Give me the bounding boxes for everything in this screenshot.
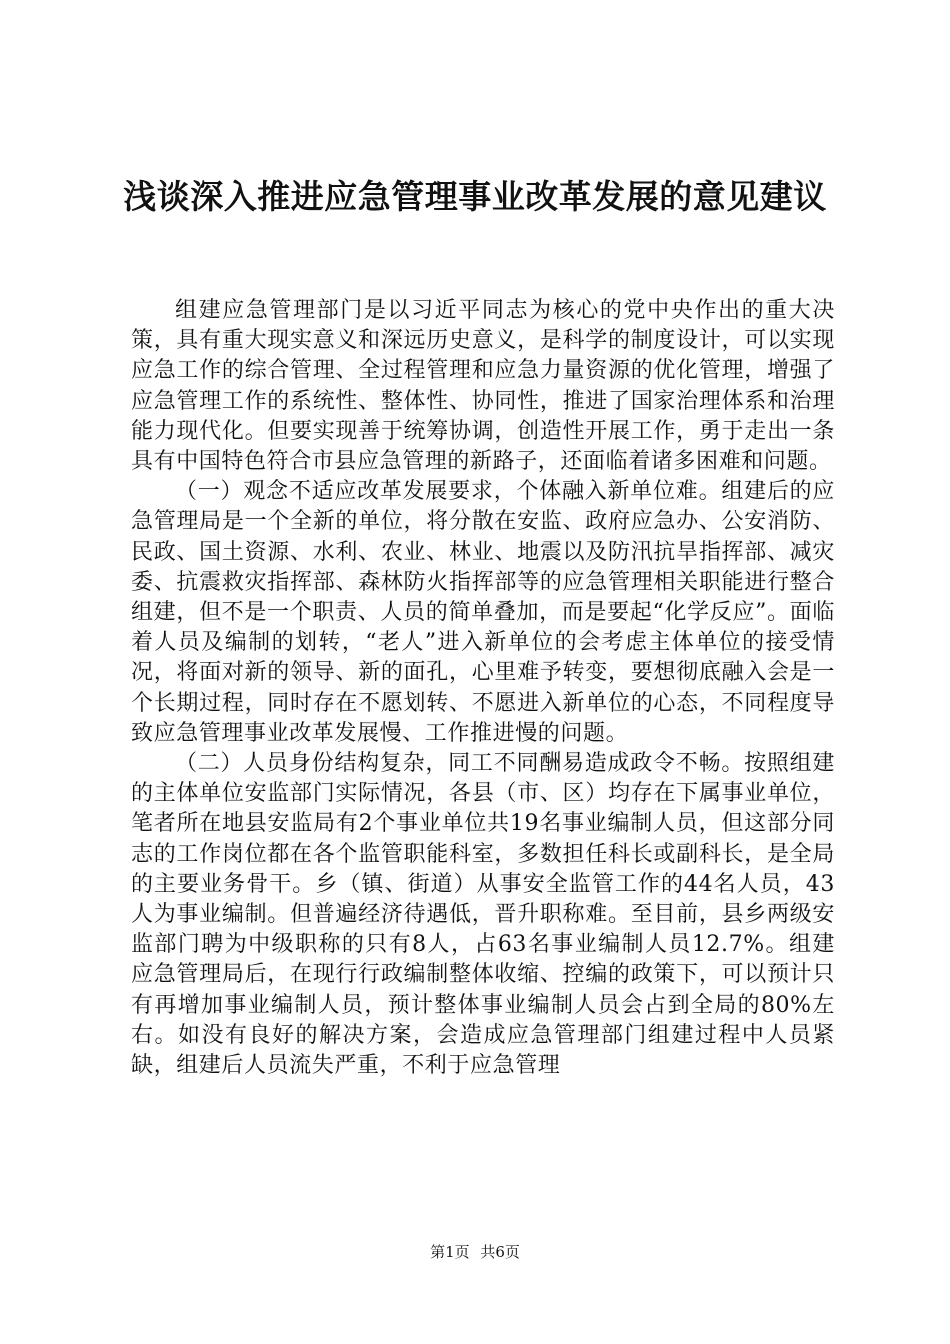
page-footer <box>0 1242 950 1262</box>
document-body <box>131 296 835 1081</box>
paragraph-intro: 组建应急管理部门是以习近平同志为核心的党中央作出的重大决策，具有重大现实意义和深远历史意义，是科学的制度设计，可以实现应急工作的综合管理、全过程管理和应急力量资源的优化管理，增强了应急管理工作的系统性、整体性、协同性，推进了国家治理体系和治理能力现代化。但要实现善于统筹协调，创造性开展工作，勇于走出一条具有中国特色符合市县应急管理的新路子，还面临着诸多困难和问题。 <box>131 298 835 475</box>
paragraph-section-1: （一）观念不适应改革发展要求，个体融入新单位难。组建后的应急管理局是一个全新的单位，将分散在安监、政府应急办、公安消防、民政、国土资源、水利、农业、林业、地震以及防汛抗旱指挥部、减灾委、抗震救灾指挥部、森林防火指挥部等的应急管理相关职能进行整合组建，但不是一个职责、人员的简单叠加，而是要起“化学反应”。面临着人员及编制的划转，“老人”进入新单位的会考虑主体单位的接受情况，将面对新的领导、新的面孔，心里难予转变，要想彻底融入会是一个长期过程，同时存在不愿划转、不愿进入新单位的心态，不同程度导致应急管理事业改革发展慢、工作推进慢的问题。 <box>131 479 835 746</box>
page-total: 共6页 <box>480 1243 520 1261</box>
paragraph-section-2: （二）人员身份结构复杂，同工不同酬易造成政令不畅。按照组建的主体单位安监部门实际情况，各县（市、区）均存在下属事业单位，笔者所在地县安监局有2个事业单位共19名事业编制人员，但这部分同志的工作岗位都在各个监管职能科室，多数担任科长或副科长，是全局的主要业务骨干。乡（镇、街道）从事安全监管工作的44名人员，43人为事业编制。但普遍经济待遇低，晋升职称难。至目前，县乡两级安监部门聘为中级职称的只有8人，占63名事业编制人员12.7%。组建应急管理局后，在现行行政编制整体收缩、控编的政策下，可以预计只有再增加事业编制人员，预计整体事业编制人员会占到全局的80%左右。如没有良好的解决方案，会造成应急管理部门组建过程中人员紧缺，组建后人员流失严重，不利于应急管理 <box>131 751 835 1079</box>
page-number: 第1页 <box>430 1243 470 1261</box>
document-title: 浅谈深入推进应急管理事业改革发展的意见建议 <box>123 177 827 216</box>
